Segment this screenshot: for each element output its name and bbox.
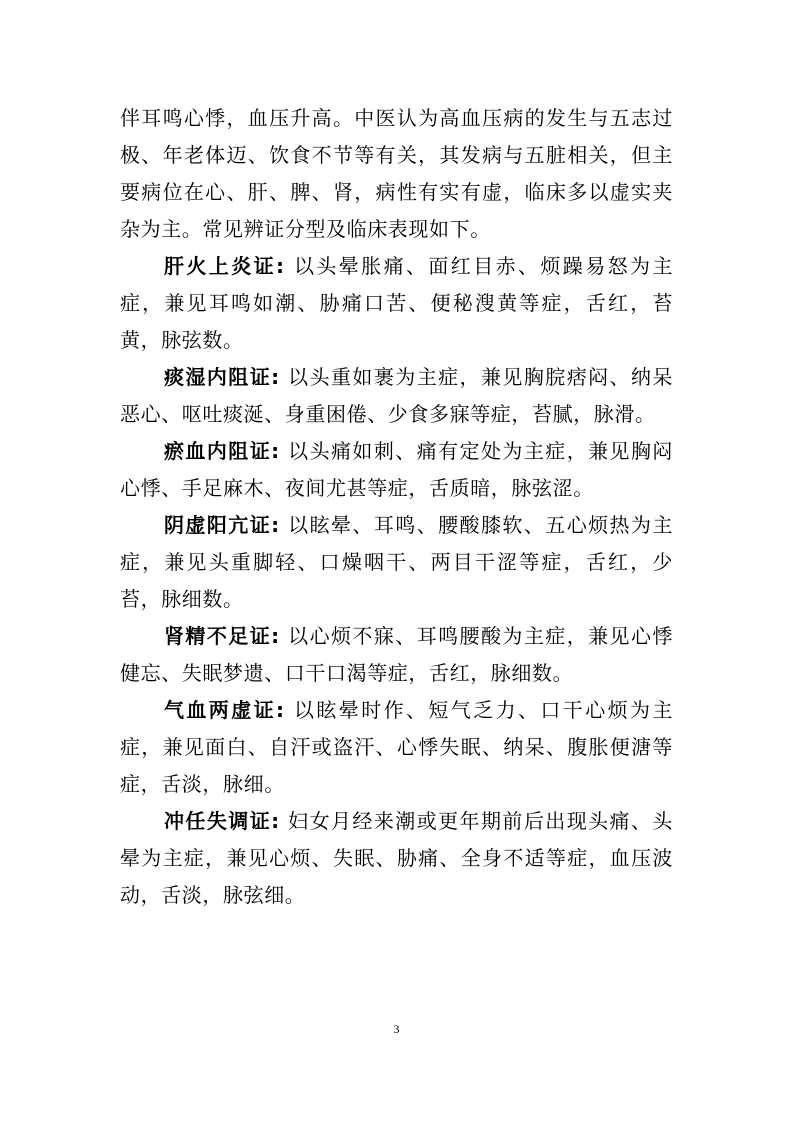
syndrome-term: 气血两虚证 bbox=[164, 698, 277, 722]
syndrome-separator: : bbox=[271, 439, 289, 463]
syndrome-paragraph-liver-fire bbox=[120, 248, 673, 359]
syndrome-separator: : bbox=[271, 809, 289, 833]
syndrome-term: 痰湿内阻证 bbox=[164, 365, 272, 389]
intro-text: 伴耳鸣心悸，血压升高。中医认为高血压病的发生与五志过极、年老体迈、饮食不节等有关，其发病与五脏相关，但主要病位在心、肝、脾、肾，病性有实有虚，临床多以虚实夹杂为主。常见辨证分型及临床表现如下。 bbox=[120, 106, 673, 241]
syndrome-paragraph-kidney-essence bbox=[120, 618, 673, 692]
syndrome-term: 冲任失调证 bbox=[164, 809, 272, 833]
syndrome-term: 肝火上炎证 bbox=[164, 254, 277, 278]
syndrome-description: 以头重如裹为主症，兼见胸脘痞闷、纳呆恶心、呕吐痰涎、身重困倦、少食多寐等症，苔腻，脉滑。 bbox=[120, 365, 673, 426]
syndrome-separator: : bbox=[271, 624, 289, 648]
syndrome-separator: : bbox=[276, 254, 294, 278]
syndrome-term: 瘀血内阻证 bbox=[164, 439, 272, 463]
syndrome-separator: : bbox=[276, 698, 294, 722]
intro-paragraph bbox=[120, 100, 673, 248]
syndrome-description: 以眩晕时作、短气乏力、口干心烦为主症，兼见面白、自汗或盗汗、心悸失眠、纳呆、腹胀便溏等症，舌淡，脉细。 bbox=[120, 698, 674, 796]
syndrome-paragraph-qi-blood bbox=[120, 692, 673, 803]
body-text bbox=[120, 100, 673, 914]
syndrome-paragraph-phlegm-damp bbox=[120, 359, 673, 433]
syndrome-description: 妇女月经来潮或更年期前后出现头痛、头晕为主症，兼见心烦、失眠、胁痛、全身不适等症，血压波动，舌淡，脉弦细。 bbox=[120, 809, 673, 907]
syndrome-separator: : bbox=[271, 513, 289, 537]
syndrome-description: 以眩晕、耳鸣、腰酸膝软、五心烦热为主症，兼见头重脚轻、口燥咽干、两目干涩等症，舌红，少苔，脉细数。 bbox=[120, 513, 673, 611]
syndrome-paragraph-blood-stasis bbox=[120, 433, 673, 507]
syndrome-description: 以心烦不寐、耳鸣腰酸为主症，兼见心悸健忘、失眠梦遗、口干口渴等症，舌红，脉细数。 bbox=[120, 624, 673, 685]
syndrome-paragraph-yin-deficiency bbox=[120, 507, 673, 618]
syndrome-term: 肾精不足证 bbox=[164, 624, 272, 648]
syndrome-separator: : bbox=[271, 365, 289, 389]
syndrome-term: 阴虚阳亢证 bbox=[164, 513, 272, 537]
syndrome-description: 以头晕胀痛、面红目赤、烦躁易怒为主症，兼见耳鸣如潮、胁痛口苦、便秘溲黄等症，舌红，苔黄，脉弦数。 bbox=[120, 254, 674, 352]
page-number: 3 bbox=[393, 1022, 400, 1036]
syndrome-description: 以头痛如刺、痛有定处为主症，兼见胸闷心悸、手足麻木、夜间尤甚等症，舌质暗，脉弦涩。 bbox=[120, 439, 673, 500]
syndrome-paragraph-chong-ren bbox=[120, 803, 673, 914]
